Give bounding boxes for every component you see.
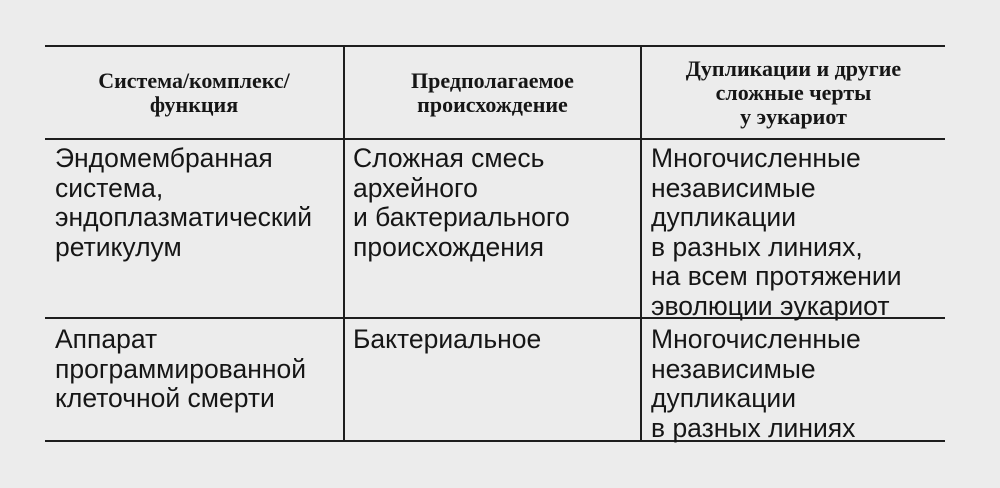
header-bottom-rule [45,138,945,140]
data-table [45,45,945,442]
row2-system: Аппарат программированной клеточной смерти [55,324,307,413]
row2-duplications: Многочисленные независимые дупликации в разных линиях [651,324,861,443]
header-presumed-origin: Предполагаемое происхождение [411,67,574,117]
row1-duplications: Многочисленные независимые дупликации в разных линиях, на всем протяжении эволюции эукариот [651,143,902,321]
row1-system: Эндомембранная система, эндоплазматический ретикулум [55,143,313,262]
row2-origin: Бактериальное [353,324,542,354]
header-duplications-eukaryotes: Дупликации и другие сложные черты у эукариот [685,55,902,129]
header-system-complex-function: Система/комплекс/ функция [98,67,290,117]
row1-origin: Сложная смесь архейного и бактериального происхождения [353,143,570,262]
